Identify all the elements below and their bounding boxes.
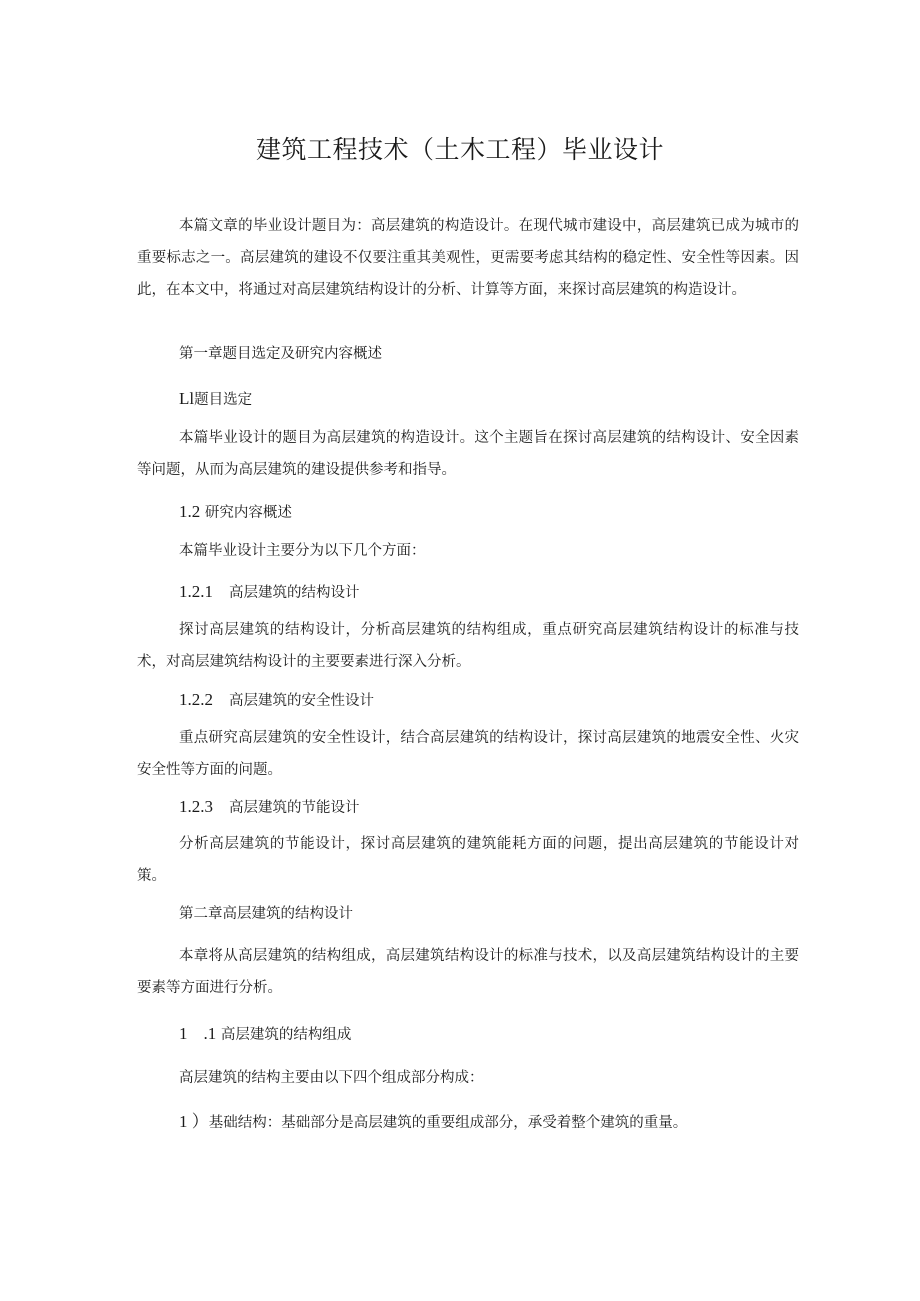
chapter-2-heading: 第二章高层建筑的结构设计 — [179, 906, 353, 922]
section-1-1-heading — [137, 383, 841, 416]
list-item-1-text: 基础结构：基础部分是高层建筑的重要组成部分，承受着整个建筑的重量。 — [208, 1115, 688, 1131]
section-1-2-2-heading — [137, 684, 841, 717]
intro-paragraph: 本篇文章的毕业设计题目为：高层建筑的构造设计。在现代城市建设中，高层建筑已成为城市的重要标志之一。高层建筑的建设不仅要注重其美观性，更需要考虑其结构的稳定性、安全性等因素。因此，在本文中，将通过对高层建筑结构设计的分析、计算等方面，来探讨高层建筑的构造设计。 — [137, 218, 799, 298]
document-title: 建筑工程技术（土木工程）毕业设计 — [255, 135, 664, 164]
section-2-1-heading — [137, 1018, 841, 1051]
section-1-2-2-number: 1.2.2 — [179, 690, 213, 709]
list-item-1 — [137, 1106, 841, 1139]
section-1-2-2-paragraph: 重点研究高层建筑的安全性设计，结合高层建筑的结构设计，探讨高层建筑的地震安全性、火灾安全性等方面的问题。 — [137, 730, 799, 778]
section-2-1-number-a: 1 — [179, 1024, 188, 1043]
section-2-1-paragraph: 高层建筑的结构主要由以下四个组成部分构成： — [179, 1070, 484, 1086]
section-1-2-title: 研究内容概述 — [204, 505, 292, 521]
section-1-2-1-title: 高层建筑的结构设计 — [229, 585, 360, 601]
section-1-2-heading — [137, 496, 841, 529]
section-1-2-3-title: 高层建筑的节能设计 — [229, 800, 360, 816]
section-1-2-1-paragraph: 探讨高层建筑的结构设计，分析高层建筑的结构组成，重点研究高层建筑结构设计的标准与技术，对高层建筑结构设计的主要要素进行深入分析。 — [137, 622, 799, 670]
list-item-1-number: 1 ） — [179, 1112, 209, 1131]
section-1-2-2-title: 高层建筑的安全性设计 — [229, 693, 374, 709]
section-2-1-number-b: .1 — [203, 1024, 217, 1043]
section-1-1-title: 题目选定 — [194, 392, 253, 408]
section-1-2-3-paragraph: 分析高层建筑的节能设计，探讨高层建筑的建筑能耗方面的问题，提出高层建筑的节能设计对策。 — [137, 836, 799, 884]
section-1-1-paragraph: 本篇毕业设计的题目为高层建筑的构造设计。这个主题旨在探讨高层建筑的结构设计、安全因素等问题，从而为高层建筑的建设提供参考和指导。 — [137, 430, 799, 478]
chapter-1-heading: 第一章题目选定及研究内容概述 — [179, 346, 382, 362]
section-1-2-1-heading — [137, 576, 841, 609]
section-2-1-title: 高层建筑的结构组成 — [220, 1027, 352, 1043]
section-1-2-3-heading — [137, 791, 841, 824]
section-1-2-number: 1.2 — [179, 502, 201, 521]
section-1-2-3-number: 1.2.3 — [179, 797, 213, 816]
chapter-2-paragraph: 本章将从高层建筑的结构组成，高层建筑结构设计的标准与技术，以及高层建筑结构设计的主要要素等方面进行分析。 — [137, 948, 799, 996]
section-1-2-paragraph: 本篇毕业设计主要分为以下几个方面： — [179, 543, 426, 559]
section-1-1-number: Ll — [179, 389, 195, 408]
section-1-2-1-number: 1.2.1 — [179, 582, 213, 601]
